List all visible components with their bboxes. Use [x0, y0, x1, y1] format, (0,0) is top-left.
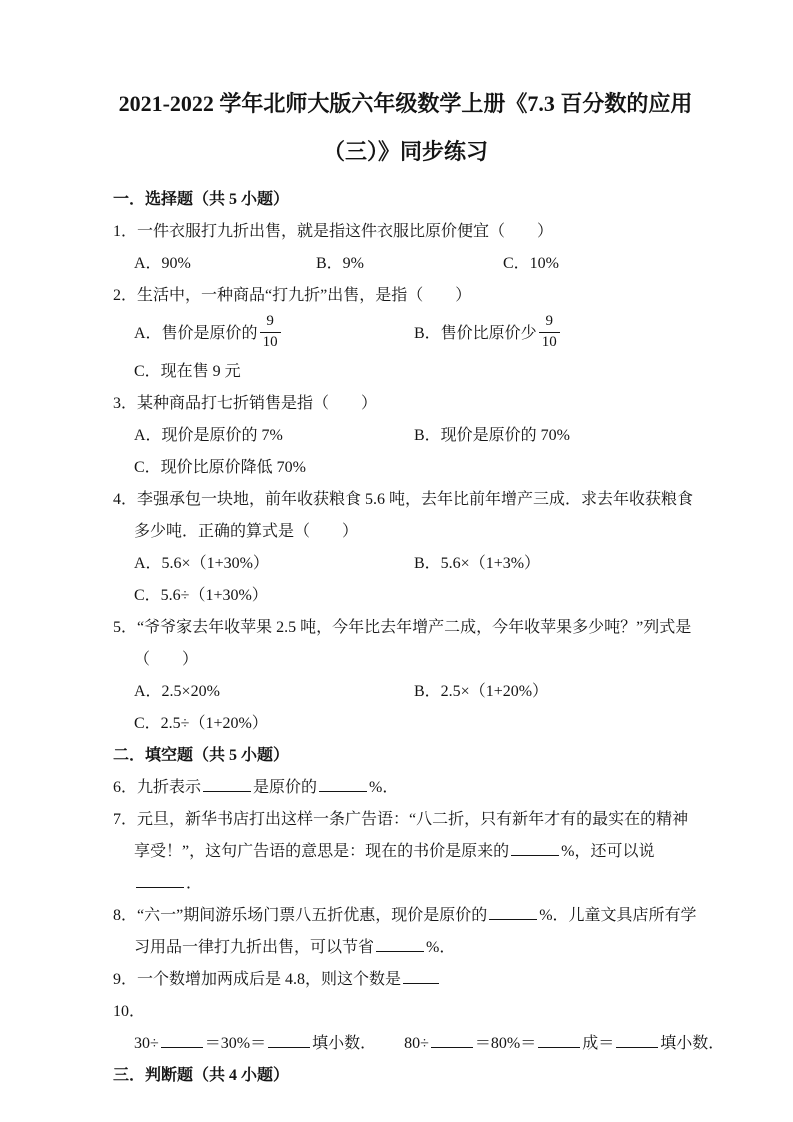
question-1-option-c: C．10%	[503, 255, 560, 272]
question-3-options-c	[113, 452, 698, 484]
question-2-option-b	[414, 312, 698, 356]
question-7-text: 7．元旦，新华书店打出这样一条广告语：“八二折，只有新年才有的最实在的精神享受！”，这句广告语的意思是：现在的书价是原来的	[113, 811, 689, 860]
question-2-stem: 2．生活中，一种商品“打九折”出售，是指（ ）	[113, 287, 472, 304]
worksheet-content	[113, 80, 725, 1092]
question-5-option-c: C．2.5÷（1+20%）	[134, 715, 268, 732]
question-1-option-a: A．90%	[134, 255, 191, 272]
blank-line	[203, 778, 251, 792]
doc-title-line-1: 2021-2022 学年北师大版六年级数学上册《7.3 百分数的应用	[118, 91, 693, 116]
question-2-options-ab	[113, 312, 698, 356]
question-2-option-c: C．现在售 9 元	[134, 363, 241, 380]
question-4-options-ab	[113, 548, 698, 580]
question-5	[113, 612, 698, 740]
fraction-numerator: 9	[260, 312, 281, 333]
question-2-option-a	[134, 312, 414, 356]
question-5-options-c	[113, 708, 698, 740]
blank-line	[319, 778, 367, 792]
question-1	[113, 216, 698, 280]
question-8-text: %．儿童文具店所有学习用品一律打九折出售，可以节省	[134, 907, 697, 956]
question-8-text: %．	[426, 939, 456, 956]
question-2	[113, 280, 698, 388]
question-3-options-ab	[113, 420, 698, 452]
question-5-option-a: A．2.5×20%	[134, 683, 220, 700]
question-5-options-ab	[113, 676, 698, 708]
question-10-equations	[113, 1028, 725, 1060]
question-6-text: 6．九折表示	[113, 779, 202, 796]
equation-2-text: 填小数．	[660, 1035, 725, 1052]
question-5-stem: 5．“爷爷家去年收苹果 2.5 吨，今年比去年增产二成，今年收苹果多少吨？”列式是（ ）	[113, 619, 692, 668]
question-5-option-b: B．2.5×（1+20%）	[414, 683, 549, 700]
blank-line	[136, 874, 184, 888]
blank-line	[489, 906, 537, 920]
question-2-option-a-text: A．售价是原价的	[134, 325, 258, 342]
blank-line	[268, 1034, 310, 1048]
doc-title-line-2: （三）》同步练习	[322, 139, 488, 164]
question-7-text: ．	[186, 875, 203, 892]
question-8	[113, 900, 698, 964]
question-3-stem: 3．某种商品打七折销售是指（ ）	[113, 395, 378, 412]
question-3-option-b: B．现价是原价的 70%	[414, 427, 571, 444]
question-3	[113, 388, 698, 484]
blank-line	[616, 1034, 658, 1048]
question-1-option-b: B．9%	[316, 255, 365, 272]
question-8-text: 8．“六一”期间游乐场门票八五折优惠，现价是原价的	[113, 907, 488, 924]
question-3-option-c: C．现价比原价降低 70%	[134, 459, 307, 476]
section-heading-fill: 二．填空题（共 5 小题）	[113, 747, 290, 764]
blank-line	[511, 842, 559, 856]
blank-line	[376, 938, 424, 952]
question-2-option-b-text: B．售价比原价少	[414, 325, 537, 342]
fraction-nine-tenths	[260, 312, 281, 352]
question-4-stem: 4．李强承包一块地，前年收获粮食 5.6 吨，去年比前年增产三成．求去年收获粮食多少吨．正确的算式是（ ）	[113, 491, 694, 540]
question-10	[113, 996, 725, 1060]
section-heading-judge: 三．判断题（共 4 小题）	[113, 1067, 290, 1084]
question-6	[113, 772, 698, 804]
equation-2-text: 成＝	[582, 1035, 615, 1052]
question-10-number: 10．	[113, 1003, 146, 1020]
blank-line	[431, 1034, 473, 1048]
section-heading-choice: 一．选择题（共 5 小题）	[113, 191, 290, 208]
question-4-option-b: B．5.6×（1+3%）	[414, 555, 541, 572]
question-4-option-c: C．5.6÷（1+30%）	[134, 587, 268, 604]
question-3-option-a: A．现价是原价的 7%	[134, 427, 283, 444]
blank-line	[538, 1034, 580, 1048]
question-9	[113, 964, 698, 996]
equation-1-text: 30÷	[134, 1035, 159, 1052]
question-9-text: 9．一个数增加两成后是 4.8，则这个数是	[113, 971, 402, 988]
fraction-denominator: 10	[262, 333, 278, 350]
question-7	[113, 804, 698, 900]
doc-title	[113, 80, 698, 176]
question-4-options-c	[113, 580, 698, 612]
question-1-stem: 1．一件衣服打九折出售，就是指这件衣服比原价便宜（ ）	[113, 223, 554, 240]
fraction-nine-tenths	[539, 312, 560, 352]
equation-2-text: ＝80%＝	[474, 1035, 537, 1052]
fraction-denominator: 10	[541, 333, 557, 350]
question-4-option-a: A．5.6×（1+30%）	[134, 555, 269, 572]
blank-line	[161, 1034, 203, 1048]
question-7-text: %，还可以说	[561, 843, 655, 860]
equation-1-text: ＝30%＝	[204, 1035, 267, 1052]
fraction-numerator: 9	[539, 312, 560, 333]
question-6-text: 是原价的	[253, 779, 318, 796]
equation-1-text: 填小数．	[312, 1035, 377, 1052]
question-2-options-c	[113, 356, 698, 388]
question-4	[113, 484, 698, 612]
blank-line	[403, 970, 439, 984]
question-1-options	[113, 248, 698, 280]
question-6-text: %．	[369, 779, 399, 796]
equation-2-text: 80÷	[404, 1035, 429, 1052]
